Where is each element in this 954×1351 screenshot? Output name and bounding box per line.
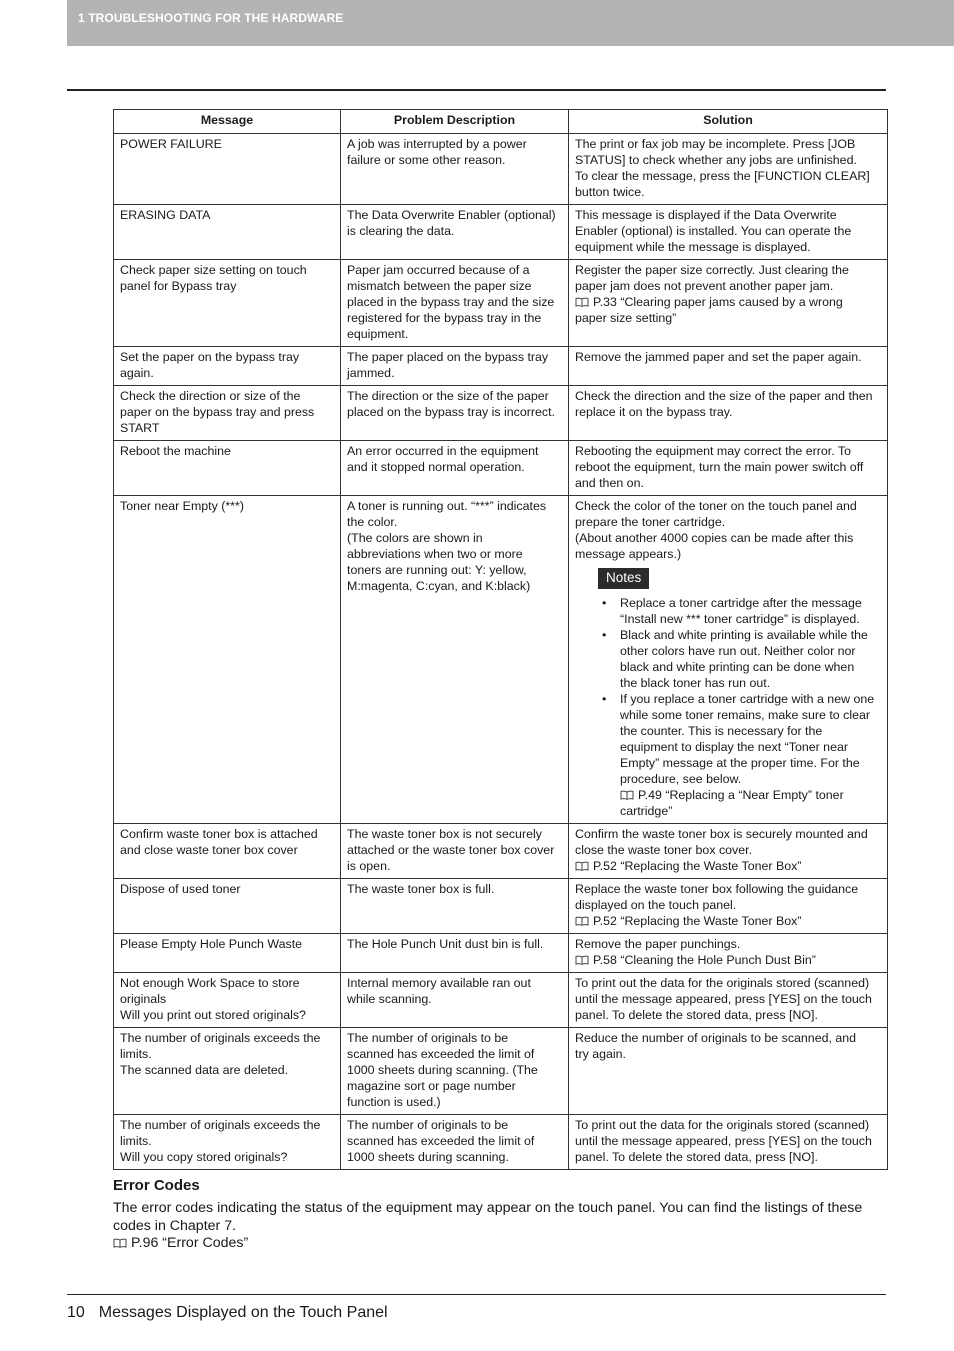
table-header-row [114,110,888,134]
reference-text: paper size setting” [575,311,677,325]
notes-list-item [620,627,881,691]
error-codes-section [113,1200,887,1253]
message-text: Toner near Empty (***) [120,499,244,513]
problem-cell [341,1028,569,1115]
page-reference-link[interactable] [575,858,881,874]
message-text: Check paper size setting on touch [120,263,307,277]
message-text: originals [120,992,167,1006]
book-icon [620,788,634,798]
problem-cell [341,973,569,1028]
message-cell [114,824,341,879]
problem-text: A job was interrupted by a power [347,137,527,151]
solution-cell [569,973,888,1028]
problem-text: equipment. [347,327,409,341]
problem-text: abbreviations when two or more [347,547,523,561]
message-text: The number of originals exceeds the [120,1118,321,1132]
solution-text: equipment while the message is displayed. [575,240,811,254]
message-text: paper on the bypass tray and press [120,405,315,419]
solution-cell [569,1115,888,1170]
messages-table [113,109,888,1170]
solution-text: Check the direction and the size of the paper and then [575,389,873,403]
message-cell [114,205,341,260]
solution-text: Remove the jammed paper and set the paper again. [575,350,862,364]
message-text: The number of originals exceeds the [120,1031,321,1045]
table-row [114,386,888,441]
book-icon [113,1236,127,1246]
problem-text: The waste toner box is not securely [347,827,542,841]
solution-text: try again. [575,1047,626,1061]
problem-text: Internal memory available ran out [347,976,531,990]
reference-text: P.33 “Clearing paper jams caused by a wrong [593,295,843,309]
note-text: • Black and white printing is available while the [620,628,868,642]
solution-text: prepare the toner cartridge. [575,515,726,529]
message-text: again. [120,366,154,380]
column-header-solution: Solution [569,110,888,134]
note-text: procedure, see below. [620,772,742,786]
message-text: Please Empty Hole Punch Waste [120,937,303,951]
table-row [114,934,888,973]
book-icon [575,914,589,924]
problem-text: The waste toner box is full. [347,882,495,896]
solution-text: button twice. [575,185,645,199]
solution-text: The print or fax job may be incomplete. Press [JOB [575,137,856,151]
problem-text: The Data Overwrite Enabler (optional) [347,208,556,222]
problem-text: while scanning. [347,992,432,1006]
solution-cell [569,934,888,973]
reference-text: P.52 “Replacing the Waste Toner Box” [593,914,802,928]
problem-text: The direction or the size of the paper [347,389,549,403]
problem-text: 1000 sheets during scanning. (The [347,1063,538,1077]
message-text: Check the direction or size of the [120,389,301,403]
table-row [114,1115,888,1170]
solution-cell [569,134,888,205]
solution-text: until the message appeared, press [YES] on the touch [575,992,872,1006]
table-row [114,879,888,934]
table-row [114,260,888,347]
message-cell [114,496,341,824]
problem-cell [341,386,569,441]
book-icon [575,295,589,305]
problem-text: The number of originals to be [347,1031,509,1045]
message-text: Dispose of used toner [120,882,241,896]
message-text: POWER FAILURE [120,137,222,151]
solution-cell [569,1028,888,1115]
error-codes-text-line: The error codes indicating the status of the equipment may appear on the touch panel. You can find the listings of these [113,1200,863,1216]
page-footer [67,1304,388,1322]
chapter-title: 1 TROUBLESHOOTING FOR THE HARDWARE [78,11,344,25]
book-icon [575,859,589,869]
message-text: START [120,421,160,435]
solution-text: replace it on the bypass tray. [575,405,733,419]
table-row [114,1028,888,1115]
solution-text: reboot the equipment, turn the main power switch off [575,460,864,474]
reference-text: P.49 “Replacing a “Near Empty” toner [638,788,844,802]
problem-cell [341,441,569,496]
book-icon [575,953,589,963]
solution-text: Reduce the number of originals to be scanned, and [575,1031,857,1045]
solution-text: displayed on the touch panel. [575,898,737,912]
problem-text: Paper jam occurred because of a [347,263,530,277]
problem-text: scanned has exceeded the limit of [347,1134,535,1148]
note-text: • Replace a toner cartridge after the message [620,596,862,610]
note-text: the black toner has run out. [620,676,771,690]
solution-text: Replace the waste toner box following the guidance [575,882,859,896]
problem-cell [341,347,569,386]
message-text: The scanned data are deleted. [120,1063,289,1077]
message-cell [114,260,341,347]
problem-text: magazine sort or page number [347,1079,516,1093]
table-row [114,205,888,260]
solution-cell [569,441,888,496]
error-codes-heading: Error Codes [113,1177,200,1194]
problem-text: 1000 sheets during scanning. [347,1150,509,1164]
message-text: Set the paper on the bypass tray [120,350,300,364]
table-row [114,496,888,824]
solution-cell [569,386,888,441]
column-header-problem: Problem Description [341,110,569,134]
table-row [114,973,888,1028]
page-reference-link[interactable] [575,952,881,968]
solution-text: paper jam does not prevent another paper jam. [575,279,834,293]
problem-text: The Hole Punch Unit dust bin is full. [347,937,544,951]
message-cell [114,386,341,441]
problem-cell [341,205,569,260]
table-row [114,824,888,879]
problem-cell [341,134,569,205]
solution-text: close the waste toner box cover. [575,843,753,857]
problem-text: failure or some other reason. [347,153,506,167]
page-reference-link[interactable] [620,787,881,819]
message-text: and close waste toner box cover [120,843,298,857]
message-text: Confirm waste toner box is attached [120,827,318,841]
solution-cell [569,879,888,934]
message-text: limits. [120,1047,152,1061]
solution-text: Confirm the waste toner box is securely mounted and [575,827,868,841]
note-text: the counter. This is necessary for the [620,724,823,738]
message-text: limits. [120,1134,152,1148]
notes-badge: Notes [598,568,649,589]
solution-text: panel. To delete the stored data, press [NO]. [575,1008,818,1022]
message-text: ERASING DATA [120,208,211,222]
message-text: panel for Bypass tray [120,279,237,293]
chapter-header-bar [67,0,954,46]
message-text: Not enough Work Space to store [120,976,300,990]
solution-text: Register the paper size correctly. Just clearing the [575,263,849,277]
solution-text: STATUS] to check whether any jobs are unfinished. [575,153,857,167]
column-header-message: Message [114,110,341,134]
problem-text: toners are running out: Y: yellow, [347,563,527,577]
note-text: other colors have run out. Neither color nor [620,644,856,658]
problem-text: registered for the bypass tray in the [347,311,542,325]
solution-text: To clear the message, press the [FUNCTION CLEAR] [575,169,870,183]
solution-text: message appears.) [575,547,682,561]
problem-text: attached or the waste toner box cover [347,843,555,857]
reference-text: cartridge” [620,804,673,818]
problem-text: and it stopped normal operation. [347,460,525,474]
note-text: Empty” message at the proper time. For the [620,756,860,770]
page-reference-link[interactable] [575,294,881,326]
top-divider [67,89,886,91]
solution-text: (About another 4000 copies can be made after this [575,531,854,545]
problem-cell [341,824,569,879]
solution-text: To print out the data for the originals stored (scanned) [575,1118,870,1132]
note-text: • If you replace a toner cartridge with a new one [620,692,875,706]
problem-text: placed in the bypass tray and the size [347,295,555,309]
message-text: Will you print out stored originals? [120,1008,306,1022]
problem-text: M:magenta, C:cyan, and K:black) [347,579,531,593]
page-reference-link[interactable] [575,913,881,929]
problem-text: The paper placed on the bypass tray [347,350,549,364]
problem-text: is open. [347,859,391,873]
problem-text: jammed. [347,366,395,380]
footer-title: Messages Displayed on the Touch Panel [98,1304,388,1321]
table-row [114,441,888,496]
solution-text: This message is displayed if the Data Overwrite [575,208,837,222]
table-row [114,134,888,205]
problem-cell [341,496,569,824]
note-text: equipment to display the next “Toner near [620,740,848,754]
page-number: 10 [67,1304,85,1321]
problem-text: function is used.) [347,1095,441,1109]
reference-text: P.58 “Cleaning the Hole Punch Dust Bin” [593,953,816,967]
bottom-divider [67,1294,886,1295]
message-cell [114,134,341,205]
solution-cell [569,347,888,386]
solution-text: Remove the paper punchings. [575,937,741,951]
message-cell [114,1115,341,1170]
solution-text: and then on. [575,476,644,490]
problem-text: the color. [347,515,398,529]
solution-cell [569,205,888,260]
problem-text: The number of originals to be [347,1118,509,1132]
problem-text: is clearing the data. [347,224,455,238]
notes-list-item [620,595,881,627]
problem-text: placed on the bypass tray is incorrect. [347,405,555,419]
message-cell [114,1028,341,1115]
problem-text: A toner is running out. “***” indicates [347,499,547,513]
solution-text: Check the color of the toner on the touch panel and [575,499,857,513]
error-codes-text-line: codes in Chapter 7. [113,1217,237,1234]
note-text: “Install new *** toner cartridge” is displayed. [620,612,860,626]
reference-text: P.52 “Replacing the Waste Toner Box” [593,859,802,873]
solution-text: panel. To delete the stored data, press [NO]. [575,1150,818,1164]
problem-cell [341,934,569,973]
note-text: black and white printing can be done when [620,660,855,674]
message-cell [114,934,341,973]
note-text: while some toner remains, make sure to clear [620,708,870,722]
problem-cell [341,260,569,347]
problem-text: An error occurred in the equipment [347,444,539,458]
message-cell [114,879,341,934]
table-row [114,347,888,386]
message-cell [114,441,341,496]
message-cell [114,347,341,386]
solution-text: Enabler (optional) is installed. You can operate the [575,224,852,238]
error-codes-reference-link[interactable] [113,1235,887,1253]
problem-cell [341,1115,569,1170]
notes-list [575,595,881,819]
solution-cell [569,824,888,879]
problem-cell [341,879,569,934]
message-text: Will you copy stored originals? [120,1150,288,1164]
problem-text: scanned has exceeded the limit of [347,1047,535,1061]
message-cell [114,973,341,1028]
table-body [114,134,888,1170]
problem-text: (The colors are shown in [347,531,483,545]
solution-text: until the message appeared, press [YES] on the touch [575,1134,872,1148]
reference-text: P.96 “Error Codes” [131,1235,249,1251]
message-text: Reboot the machine [120,444,231,458]
solution-cell [569,260,888,347]
solution-text: To print out the data for the originals stored (scanned) [575,976,870,990]
solution-text: Rebooting the equipment may correct the error. To [575,444,851,458]
problem-text: mismatch between the paper size [347,279,532,293]
notes-list-item [620,691,881,819]
solution-cell [569,496,888,824]
